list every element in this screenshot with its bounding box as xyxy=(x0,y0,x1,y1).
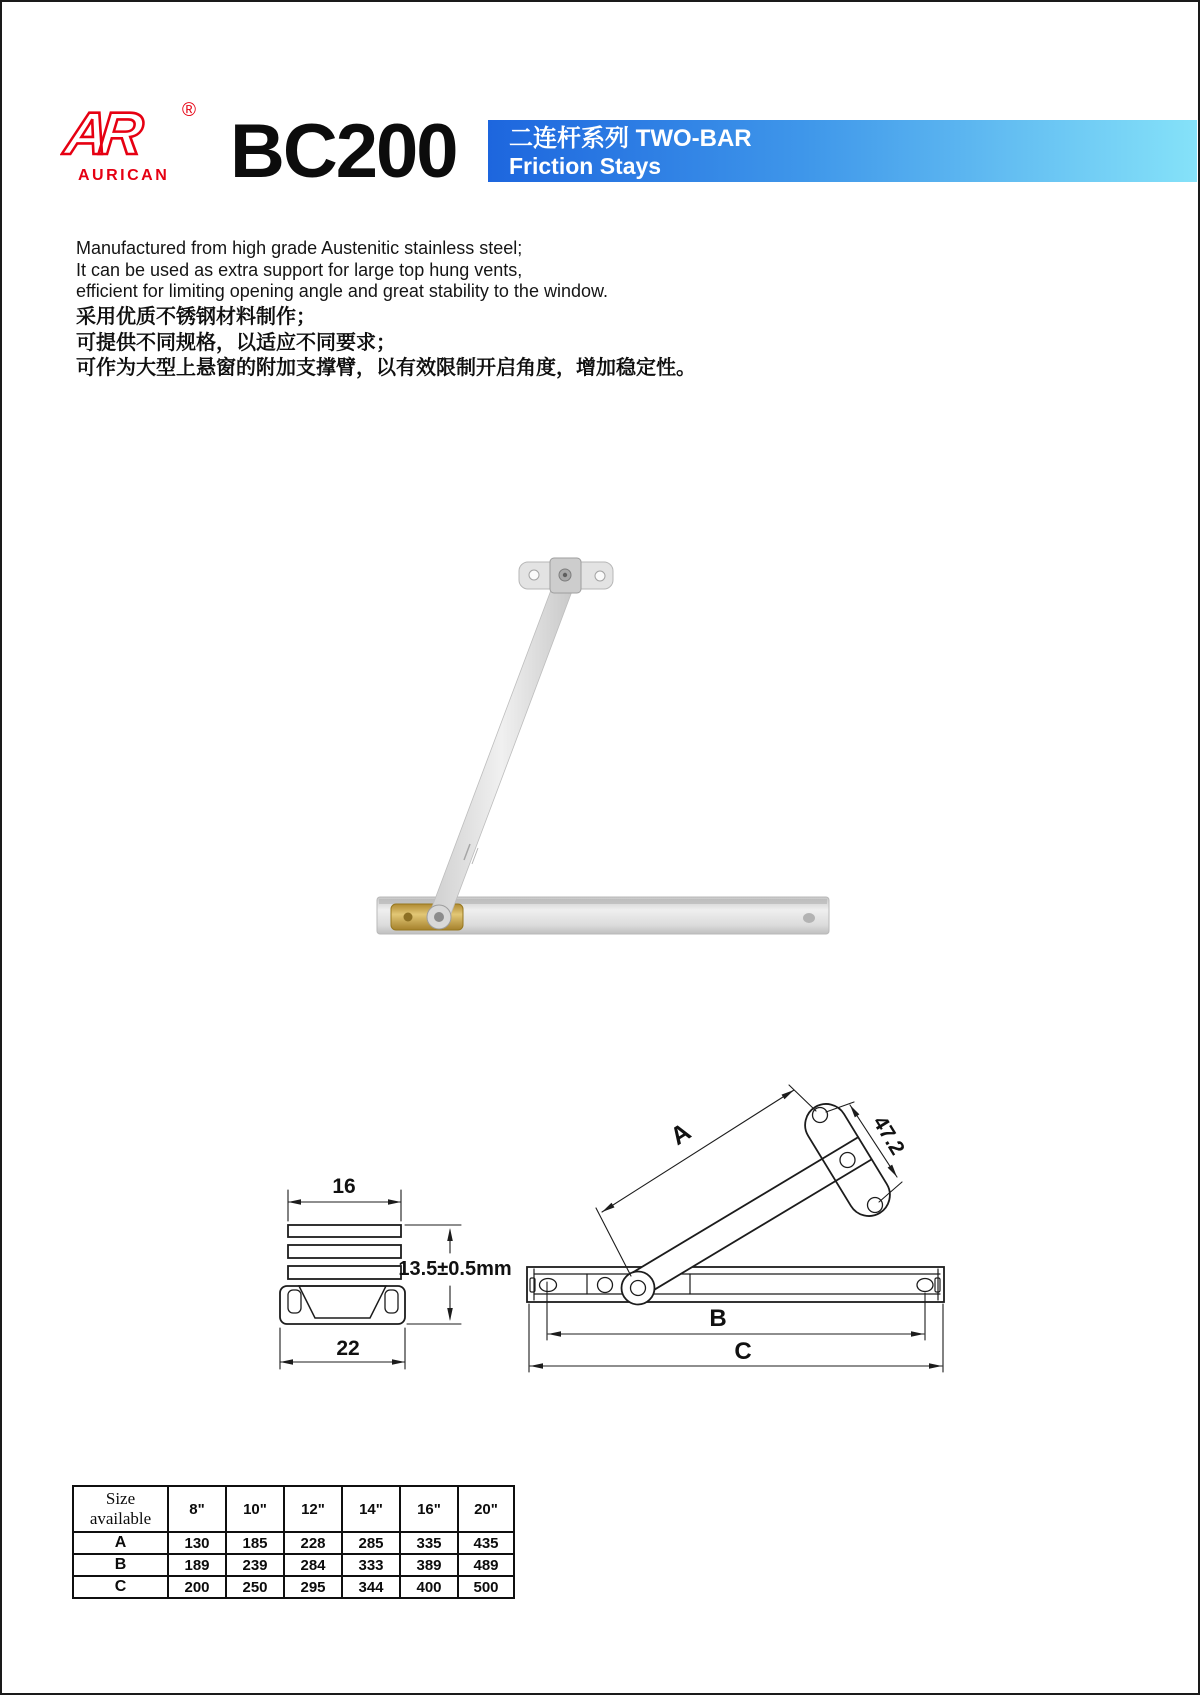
table-cell: 250 xyxy=(226,1576,284,1598)
dim-arm-length: A xyxy=(665,1117,696,1151)
description-chinese xyxy=(76,305,696,382)
description-cn-line: 采用优质不锈钢材料制作； xyxy=(76,306,316,328)
size-table-header-cell: 12" xyxy=(284,1486,342,1532)
size-table xyxy=(72,1485,515,1599)
series-banner xyxy=(488,120,1197,182)
table-cell: 185 xyxy=(226,1532,284,1554)
brand-logo xyxy=(60,88,210,188)
dim-total-length: C xyxy=(734,1338,752,1365)
row-label: B xyxy=(73,1554,168,1576)
table-cell: 333 xyxy=(342,1554,400,1576)
logo-letters: AR xyxy=(61,100,138,167)
table-cell: 335 xyxy=(400,1532,458,1554)
description-en-line: It can be used as extra support for large top hung vents, xyxy=(76,259,523,280)
description-english xyxy=(76,238,608,303)
size-table-row-C xyxy=(73,1576,514,1598)
table-cell: 284 xyxy=(284,1554,342,1576)
row-label: A xyxy=(73,1532,168,1554)
photo-top-bracket xyxy=(519,558,613,593)
table-cell: 239 xyxy=(226,1554,284,1576)
table-cell: 285 xyxy=(342,1532,400,1554)
registered-trademark-icon: ® xyxy=(182,100,196,121)
dim-bracket-length: 47.2 xyxy=(868,1112,910,1160)
series-title: 二连杆系列 TWO-BAR xyxy=(509,125,752,152)
model-title: BC200 xyxy=(230,109,457,194)
size-table-header-cell: 8" xyxy=(168,1486,226,1532)
table-cell: 228 xyxy=(284,1532,342,1554)
size-table-header-cell: 10" xyxy=(226,1486,284,1532)
table-cell: 344 xyxy=(342,1576,400,1598)
description-cn-line: 可作为大型上悬窗的附加支撑臂，以有效限制开启角度，增加稳定性。 xyxy=(76,357,696,379)
size-table-header-cell: 16" xyxy=(400,1486,458,1532)
product-photo xyxy=(342,482,902,952)
row-label: C xyxy=(73,1576,168,1598)
table-cell: 295 xyxy=(284,1576,342,1598)
table-cell: 489 xyxy=(458,1554,514,1576)
table-cell: 200 xyxy=(168,1576,226,1598)
description-cn-line: 可提供不同规格，以适应不同要求； xyxy=(76,331,396,354)
dim-track-width: 16 xyxy=(332,1175,356,1198)
description-en-line: efficient for limiting opening angle and great stability to the window. xyxy=(76,281,608,301)
table-cell: 435 xyxy=(458,1532,514,1554)
size-table-header-cell: Size available xyxy=(73,1486,168,1532)
photo-pivot xyxy=(427,905,451,929)
technical-drawing xyxy=(252,1077,962,1382)
table-cell: 500 xyxy=(458,1576,514,1598)
table-cell: 189 xyxy=(168,1554,226,1576)
table-cell: 389 xyxy=(400,1554,458,1576)
size-table-header-cell: 20" xyxy=(458,1486,514,1532)
size-table-header-cell: 14" xyxy=(342,1486,400,1532)
size-table-row-B xyxy=(73,1554,514,1576)
size-table-row-A xyxy=(73,1532,514,1554)
series-subtitle: Friction Stays xyxy=(509,153,662,179)
brand-name: AURICAN xyxy=(78,167,170,184)
photo-arm xyxy=(430,581,574,921)
aurican-logo-icon xyxy=(60,100,196,184)
size-table-header-row xyxy=(73,1486,514,1532)
dim-hole-span: B xyxy=(709,1305,727,1332)
table-cell: 130 xyxy=(168,1532,226,1554)
description-en-line: Manufactured from high grade Austenitic stainless steel; xyxy=(76,238,523,258)
table-cell: 400 xyxy=(400,1576,458,1598)
dim-stack-height: 13.5±0.5mm xyxy=(398,1258,512,1280)
dim-channel-width: 22 xyxy=(336,1337,360,1360)
